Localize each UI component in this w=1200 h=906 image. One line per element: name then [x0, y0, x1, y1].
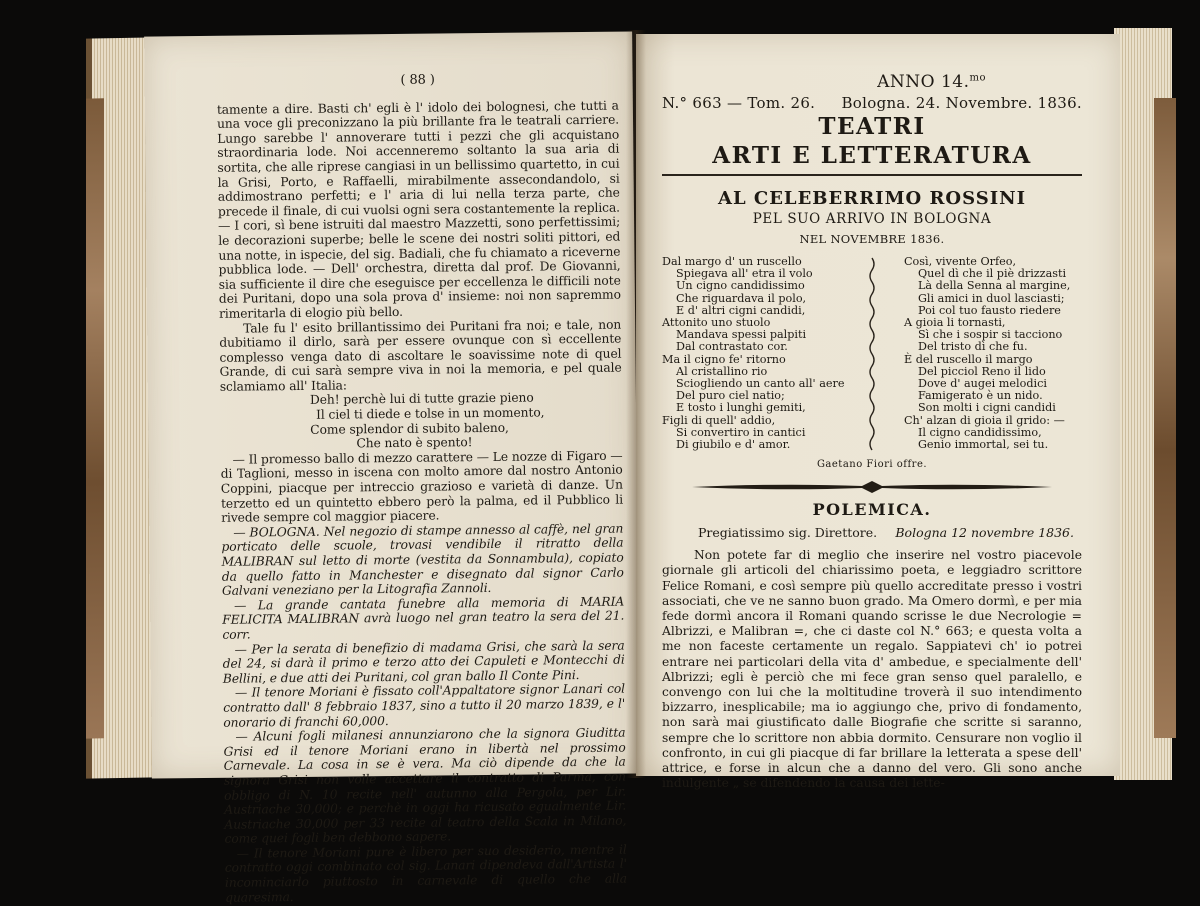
poem-column-right [904, 256, 1082, 451]
poem-column-left [662, 255, 845, 452]
letter-paragraph: Non potete far di meglio che inserire nel vostro piacevole giornale gli articoli del chiarissimo poeta, e leggiadro scrittore Felice Romani, e così sempre più quello accreditate presso i vostri associati, che ve ne sanno buon grado. Ma Omero dormì, e per mia fede dormì ancora il Romani quando scrisse le due Necrologie = Albrizzi, e Malibran =, che ci daste col N.° 663; e questa volta a me non faceste certamente un regalo. Sappiatevi ch' io potrei entrare nei particolari della vita d' ambedue, e specialmente dell' Albrizzi; egli è perciò che mi fece gran senso quel paralello, e convengo con lui che la moltitudine troverà il suo intendimento bizzarro, inesplicabile; ma io aggiungo che, privo di fondamento, non sarà mai giustificato dalle Biografie che scritte si saranno, sempre che lo scrittore non abbia dormito. Censurare non voglio il confronto, in cui gli piacque di far brillare la letterata a spese dell' attrice, e forse in alcun che a danno del vero. Gli sono anche indulgente „ se difendendo la causa dei lette- [662, 548, 1082, 791]
poem-line: Dal contrastato cor. [676, 340, 788, 354]
poem-line: Il cigno candidissimo, [918, 425, 1042, 439]
headline: AL CELEBERRIMO ROSSINI [718, 188, 1026, 209]
dateline: Bologna. 24. Novembre. 1836. [841, 94, 1082, 112]
salutation-line [662, 525, 1082, 540]
paragraph-tenore: — Il tenore Moriani pure è libero per suo desiderio, mentre il contratto oggi combinato col sig. Lanari dipendeva dall'Artista l' incominciarlo piuttosto in carnevale di quello che alla quaresima. [224, 842, 628, 905]
poem-line: Del puro ciel natio; [676, 389, 785, 403]
verse-line: Deh! perchè lui di tutte grazie pieno [309, 390, 534, 408]
right-page-content [662, 72, 1082, 792]
masthead-rule [662, 174, 1082, 176]
right-page [636, 34, 1120, 791]
poem-line: Ma il cigno fe' ritorno [662, 352, 786, 366]
poem-line: Quel dì che il piè drizzasti [918, 267, 1067, 281]
page-number: ( 88 ) [400, 72, 435, 88]
year-volume: ANNO 14.$^{mo}$ [877, 72, 986, 92]
left-page-text [217, 72, 628, 905]
ornamental-rule [692, 480, 1052, 494]
poem-line: Ch' alzan di gioia il grido: — [904, 413, 1065, 427]
verse-line: Il ciel ti diede e tolse in un momento, [316, 405, 545, 422]
poem-line: Del tristo dì che fu. [918, 340, 1028, 354]
section-title: POLEMICA. [812, 500, 932, 520]
issue-number: N.° 663 — Tom. 26. [662, 94, 816, 112]
right-page-edges [1114, 28, 1172, 780]
poem-line: A gioia li tornasti, [904, 316, 1006, 330]
paragraph-ballo: — Il promesso ballo di mezzo carattere — Le nozze di Figaro — di Taglioni, messo in iscena con molto amore dal nostro Antonio Coppini, piacque per intreccio grazioso e varietà di danze. Un terzetto ed un quintetto ebbero però la palma, ed il Pubblico li rivede sempre col maggior piacere. [220, 448, 624, 526]
paragraph-fogli: — Alcuni fogli milanesi annunziarono che la signora Giuditta Grisi ed il tenore Moriani erano in libertà nel prossimo Carnevale. La cosa in se è vera. Ma ciò dipende da che la signora Grisi non volle accettare il contratto di Parma, con obbligo di N. 10 recite nell' autunno alla Pergola, per Lir. Austriache 30,000; e perchè in oggi ha ricusato egualmente Lir. Austriache 30,000 per 33 recite al teatro della Scala in Milano, come quei fogli ben debbono sapere. [223, 725, 627, 847]
date-line: NEL NOVEMBRE 1836. [799, 232, 945, 246]
issue-line [662, 94, 1082, 112]
poem-line: Sì che i sospir si tacciono [918, 328, 1063, 342]
poem-line: Gli amici in duol lasciasti; [918, 291, 1065, 305]
masthead [662, 112, 1082, 170]
poem-line: Al cristallino rio [676, 364, 768, 378]
paragraph-cantata: — La grande cantata funebre alla memoria di MARIA FELICITA MALIBRAN avrà luogo nel gran teatro la sera del 21. corr. [222, 594, 625, 642]
paragraph-bologna: — BOLOGNA. Nel negozio di stampe annesso al caffè, nel gran porticato delle scuole, trovasi vendibile il ritratto della MALIBRAN sul letto di morte (vestita da Sonnambula), copiato da quello fatto in Manchester e disegnato dal signor Carlo Galvani veneziano per la Litografia Zannoli. [221, 521, 624, 598]
poem-line: Spiegava all' etra il volo [676, 267, 813, 281]
verse-line: Come splendor di subito baleno, [310, 420, 509, 437]
paragraph-serata: — Per la serata di benefizio di madama Grisi, che sarà la sera del 24, si darà il primo e terzo atto dei Capuleti e Montecchi di Bellini, e due atti dei Puritani, col gran ballo Il Conte Pini. [222, 638, 625, 686]
poem-line: E d' altri cigni candidi, [676, 303, 806, 317]
poem-line: Genio immortal, sei tu. [918, 438, 1049, 452]
paragraph-esito: Tale fu l' esito brillantissimo dei Puritani fra noi; e tale, non dubitiamo il dirlo, sarà per essere ovunque con sì eccellente complesso venga dato di ascoltare le soavissime note di quel Grande, di cui sarà sempre viva in noi la memoria, e pel quale sclamiamo all' Italia: [219, 317, 622, 394]
verse-quote [310, 390, 623, 452]
poem-line: Un cigno candidissimo [676, 279, 805, 293]
poem-line: Poi col tuo fausto riedere [918, 303, 1061, 317]
subheadline: PEL SUO ARRIVO IN BOLOGNA [752, 211, 992, 227]
poem-line: Di giubilo e d' amor. [676, 438, 791, 452]
poem-line: Del picciol Reno il lido [918, 364, 1046, 378]
poem-line: Sciogliendo un canto all' aere [676, 377, 845, 391]
poem-line: Dal margo d' un ruscello [662, 255, 802, 268]
poem-line: Mandava spessi palpiti [676, 328, 807, 342]
column-divider-ornament [867, 256, 877, 451]
verse-line: Che nato è spento! [356, 435, 473, 451]
poem-line: È del ruscello il margo [904, 352, 1033, 366]
poem-line: Son molti i cigni candidi [918, 401, 1056, 415]
poem-line: Figli di quell' addio, [662, 413, 776, 427]
salutation: Pregiatissimo sig. Direttore. [698, 525, 878, 541]
salutation-date: Bologna 12 novembre 1836. [895, 525, 1074, 541]
poem-line: Così, vivente Orfeo, [904, 255, 1017, 268]
letter-body [662, 548, 1082, 791]
poem-line: E tosto i lunghi gemiti, [676, 401, 806, 415]
poem-line: Attonito uno stuolo [662, 316, 771, 330]
signature: Gaetano Fiori offre. [816, 459, 928, 471]
paragraph-moriani: — Il tenore Moriani è fissato coll'Appaltatore signor Lanari col contratto dall' 8 febbraio 1837, sino a tutto il 20 marzo 1839, e l' onorario di franchi 60,000. [223, 681, 626, 730]
poem-line: Che riguardava il polo, [676, 291, 807, 305]
poem-line: Là della Senna al margine, [918, 279, 1071, 293]
poem-line: Dove d' augei melodici [918, 377, 1047, 391]
paragraph-puritani: tamente a dire. Basti ch' egli è l' idolo dei bolognesi, che tutti a una voce gli preconizzano la più brillante fra le teatrali carriere. Lungo sarebbe l' annoverare tutti i pezzi che gli acquistano straordinaria lode. Noi accenneremo soltanto la sua aria di sortita, che alle riprese cangiasi in un bellissimo quartetto, in cui la Grisi, Porto, e Raffaelli, mirabilmente assecondandolo, si addimostrano perfetti; e l' aria di lui nella terza parte, che precede il finale, di cui vuolsi ogni sera costantemente la replica. — I cori, sì bene istruiti dal maestro Mazzetti, sono perfettissimi; le decorazioni superbe; belle le scene dei nostri soliti pittori, ed una notte, in ispecie, del sig. Badiali, che fu chiamato a riceverne pubblica lode. — Dell' orchestra, diretta dal prof. De Giovanni, sia sufficiente il dire che eseguisce per eccellenza le difficili note dei Puritani, dopo una sola prova d' insieme: noi non sapremmo rimeritarla di elogio più bello. [216, 98, 621, 321]
poem-line: Si convertiro in cantici [676, 425, 806, 439]
left-page [144, 31, 640, 905]
poem [662, 256, 1082, 451]
poem-line: Famigerato è un nido. [918, 389, 1043, 403]
masthead-line-2: ARTI E LETTERATURA [712, 142, 1032, 169]
masthead-line-1: TEATRI [818, 113, 926, 140]
book-gutter [626, 30, 646, 778]
